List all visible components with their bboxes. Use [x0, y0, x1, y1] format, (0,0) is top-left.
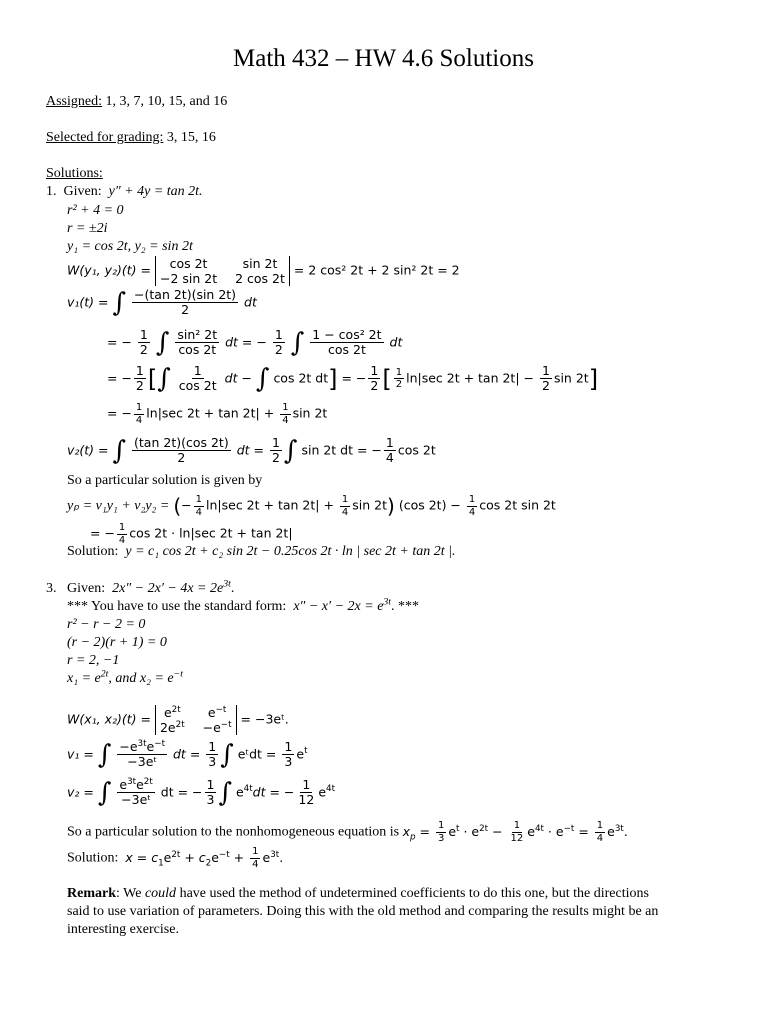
p1-v1-line2: = − $\frac{1}{2}$ ∫ $\frac{\text{sin² 2t}}{\cos 2t}$ dt = − $\frac{1}{2}$ ∫ $\frac{\text{1 − cos² 2t}}{\cos 2t}$ dt — [107, 327, 403, 358]
p3-wronskian: W(x₁, x₂)(t) = $e^{2t}$ $e^{-t}$ $2e^{2t}$ $-e^{-t}$ = −3eᵗ. — [67, 704, 289, 735]
p3-standard-form: *** You have to use the standard form: $x'' - x' - 2x = e^{3t}$. *** — [67, 596, 420, 614]
p1-given-line — [46, 185, 203, 199]
page-title: Math 432 – HW 4.6 Solutions — [233, 45, 534, 72]
p3-roots: r = 2, −1 — [67, 653, 120, 668]
p3-solution: Solution: $x = c_1e^{2t} + c_2e^{-t}$ + $\frac{1}{4}$ $e^{3t}$. — [67, 846, 284, 870]
p1-v1-line4: = − $\frac{1}{4}$ ln|sec 2t + tan 2t| + $\frac{1}{4}$ sin 2t — [107, 402, 328, 426]
p1-given: y″ + 4y = tan 2t. — [108, 184, 203, 199]
p1-solution: Solution: y = c₁ cos 2t + c₂ sin 2t − 0.25cos 2t · ln | sec 2t + tan 2t |. — [67, 544, 456, 559]
p3-particular: So a particular solution to the nonhomogeneous equation is $x_p$ = $\frac{1}{3}$ $e^t \cdot e^{2t}$ − $\frac{1}{12}$ $e^{4t} \cdot e^{-t}$ = $\frac{1}{4}$ $e^{3t}$. — [67, 820, 628, 844]
p1-wronskian-matrix: cos 2t sin 2t −2 sin 2t 2 cos 2t — [155, 256, 290, 286]
p1-yp: yₚ = v₁y₁ + v₂y₂ = (− $\frac{1}{4}$ ln|sec 2t + tan 2t| + $\frac{1}{4}$ sin 2t) (cos 2t) − $\frac{1}{4}$ cos 2t sin 2t — [67, 494, 556, 518]
p1-wronskian-lhs: W(y₁, y₂)(t) = — [67, 262, 151, 278]
integral-sign: ∫ — [112, 287, 127, 318]
grading-label: Selected for grading: — [46, 130, 164, 145]
solutions-heading: Solutions: — [46, 166, 103, 181]
p3-given-line: 3. Given: $2x'' - 2x' - 4x = 2e^{3t}$. — [46, 578, 235, 596]
p1-wronskian-rhs: = 2 cos² 2t + 2 sin² 2t = 2 — [293, 262, 460, 278]
remark-line3: interesting exercise. — [67, 922, 179, 937]
p1-wronskian — [67, 256, 460, 286]
p1-yp2: = − $\frac{1}{4}$ cos 2t · ln|sec 2t + tan 2t| — [90, 522, 293, 546]
p3-wronskian-matrix: $e^{2t}$ $e^{-t}$ $2e^{2t}$ $-e^{-t}$ — [155, 705, 237, 735]
p1-number: 1. — [46, 184, 57, 199]
remark-line2: said to use variation of parameters. Doing this with the old method and comparing the results might be an — [67, 904, 659, 919]
assigned-line — [46, 95, 227, 109]
p3-v1: v₁ = ∫ $\frac{-e^{3t}e^{-t}}{\text{−3eᵗ}}$ dt = $\frac{1}{3}$ ∫ eᵗdt = $\frac{1}{3}$ $e^t$ — [67, 738, 308, 770]
p1-basis: y₁ = cos 2t, y₂ = sin 2t — [67, 239, 193, 254]
assigned-value: 1, 3, 7, 10, 15, and 16 — [102, 94, 228, 109]
p1-roots: r = ±2i — [67, 221, 108, 236]
p1-v2: v₂(t) = ∫ $\frac{(\tan 2t)(\cos 2t)}{2}$ dt = $\frac{1}{2}$ ∫ sin 2t dt = − $\frac{1}{4}$ cos 2t — [67, 435, 436, 466]
p3-factored: (r − 2)(r + 1) = 0 — [67, 635, 167, 650]
p3-basis: $x_1 = e^{2t}$, and $x_2 = e^{-t}$ — [67, 668, 183, 686]
integral-sign: ∫ — [290, 327, 305, 358]
grading-value: 3, 15, 16 — [163, 130, 216, 145]
p1-given-label: Given: — [63, 184, 102, 199]
p3-char-eq: r² − r − 2 = 0 — [67, 617, 146, 632]
assigned-label: Assigned: — [46, 94, 102, 109]
p1-particular-text: So a particular solution is given by — [67, 473, 263, 488]
p3-v2: v₂ = ∫ $\frac{e^{3t}e^{2t}}{\text{−3eᵗ}}$ dt = − $\frac{1}{3}$ ∫ $e^{4t}dt$ = − $\frac{1}{12}$ $e^{4t}$ — [67, 776, 336, 808]
p1-char-eq: r² + 4 = 0 — [67, 203, 124, 218]
remark-line1: Remark: We could have used the method of undetermined coefficients to do this one, but the directions — [67, 886, 649, 901]
integral-sign: ∫ — [155, 327, 170, 358]
p1-v1-line1: v₁(t) = ∫ $\frac{-(\tan 2t)(\sin 2t)}{2}$ dt — [67, 287, 257, 318]
grading-line — [46, 131, 216, 145]
p1-v1-line3: = − $\frac{1}{2}$ [∫ $\frac{1}{\cos 2t}$ dt − ∫ cos 2t dt] = − $\frac{1}{2}$ [ $\frac{1}{2}$ ln|sec 2t + tan 2t| − $\frac{1}{2}$ sin 2t] — [107, 363, 599, 394]
